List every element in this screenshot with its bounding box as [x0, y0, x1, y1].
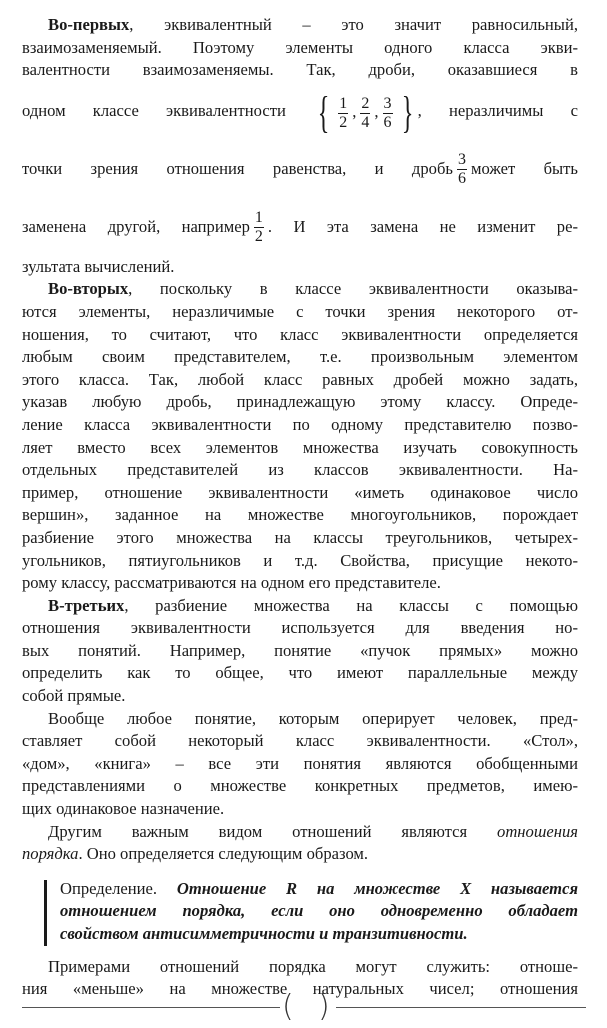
footer-rule-right [336, 1007, 586, 1008]
paragraph-fourth: Вообще любое понятие, которым оперирует человек, пред- ставляет собой некоторый класс эквивалентности. «Стол», «дом», «книга» – все эти понятия являются обобщенными представлениями о множестве конкретных предметов, имею- щих одинаковое назначение. [22, 708, 578, 819]
definition-block: Определение. Отношение R на множестве X называется отношением порядка, если оно одновременно обладает свойством антисимметричности и транзитивности. [22, 878, 578, 946]
line-with-set: одном классе эквивалентности { $\frac{1}{2}$ , $\frac{2}{4}$ , $\frac{3}{6}$ } , неразличимы с [22, 82, 578, 140]
paragraph-sixth: Примерами отношений порядка могут служить: отноше- ния «меньше» на множестве натуральных чисел; отношения [22, 956, 578, 999]
lead-third: В-третьих [48, 595, 125, 615]
lead-first: Во-первых [48, 15, 130, 34]
page-footer [0, 989, 607, 1024]
paragraph-first: Во-первых, эквивалентный – это значит равносильный, взаимозаменяемый. Поэтому элементы одного класса экви- валентности взаимозаменяемы. Так, дроби, оказавшиеся в одном классе эквивалентности { $\frac{1}{2}$ , $\frac{2}{4}$ , $\frac{3}{6}$ } , неразличимы с точки зрения отношения равенства, и дробь $\frac{3}{6}$ может быть заменена другой, например $\frac{1}{2}$ . И эта замена не изменит ре- зультата вычислений. [22, 15, 578, 276]
definition-bar [44, 880, 47, 946]
fraction: $\frac{3}{6}$ [457, 151, 466, 188]
fraction: $\frac{1}{2}$ [254, 209, 263, 246]
paragraph-fifth: Другим важным видом отношений являются отношения порядка. Оно определяется следующим образом. [22, 821, 578, 864]
footer-bracket-right: ) [318, 989, 330, 1024]
footer-bracket-left: ( [282, 989, 294, 1024]
lead-second: Во-вторых [48, 279, 129, 299]
footer-rule-left [22, 1007, 280, 1008]
fraction: $\frac{3}{6}$ [383, 94, 392, 131]
page-body [22, 14, 578, 1001]
paragraph-second: Во-вторых, поскольку в классе эквивалентности оказыва- ются элементы, неразличимые с точки зрения некоторого от- ношения, то считают, что класс эквивалентности определяется любым своим представителем, т.е. произвольным элементом этого класса. Так, любой класс равных дробей можно задать, указав любую дробь, принадлежащую этому классу. Опреде- ление класса эквивалентности по одному представителю позво- ляет вместо всех элементов множества изучать совокупность отдельных представителей из классов эквивалентности. На- пример, отношение эквивалентности «иметь одинаковое число вершин», заданное на множестве многоугольников, порождает разбиение этого множества на классы треугольников, четырех- угольников, пятиугольников и т.д. Свойства, присущие некото- рому классу, рассматриваются на одном его представителе. [22, 279, 578, 593]
definition-label: Определение. [60, 878, 158, 898]
paragraph-third: В-третьих, разбиение множества на классы с помощью отношения эквивалентности используется для введения но- вых понятий. Например, понятие «пучок прямых» можно определить как то общее, что имеют параллельные между собой прямые. [22, 595, 578, 706]
fraction-set: { $\frac{1}{2}$ , $\frac{2}{4}$ , $\frac{3}{6}$ } [317, 88, 413, 138]
fraction: $\frac{2}{4}$ [361, 94, 370, 131]
fraction: $\frac{1}{2}$ [339, 94, 348, 131]
